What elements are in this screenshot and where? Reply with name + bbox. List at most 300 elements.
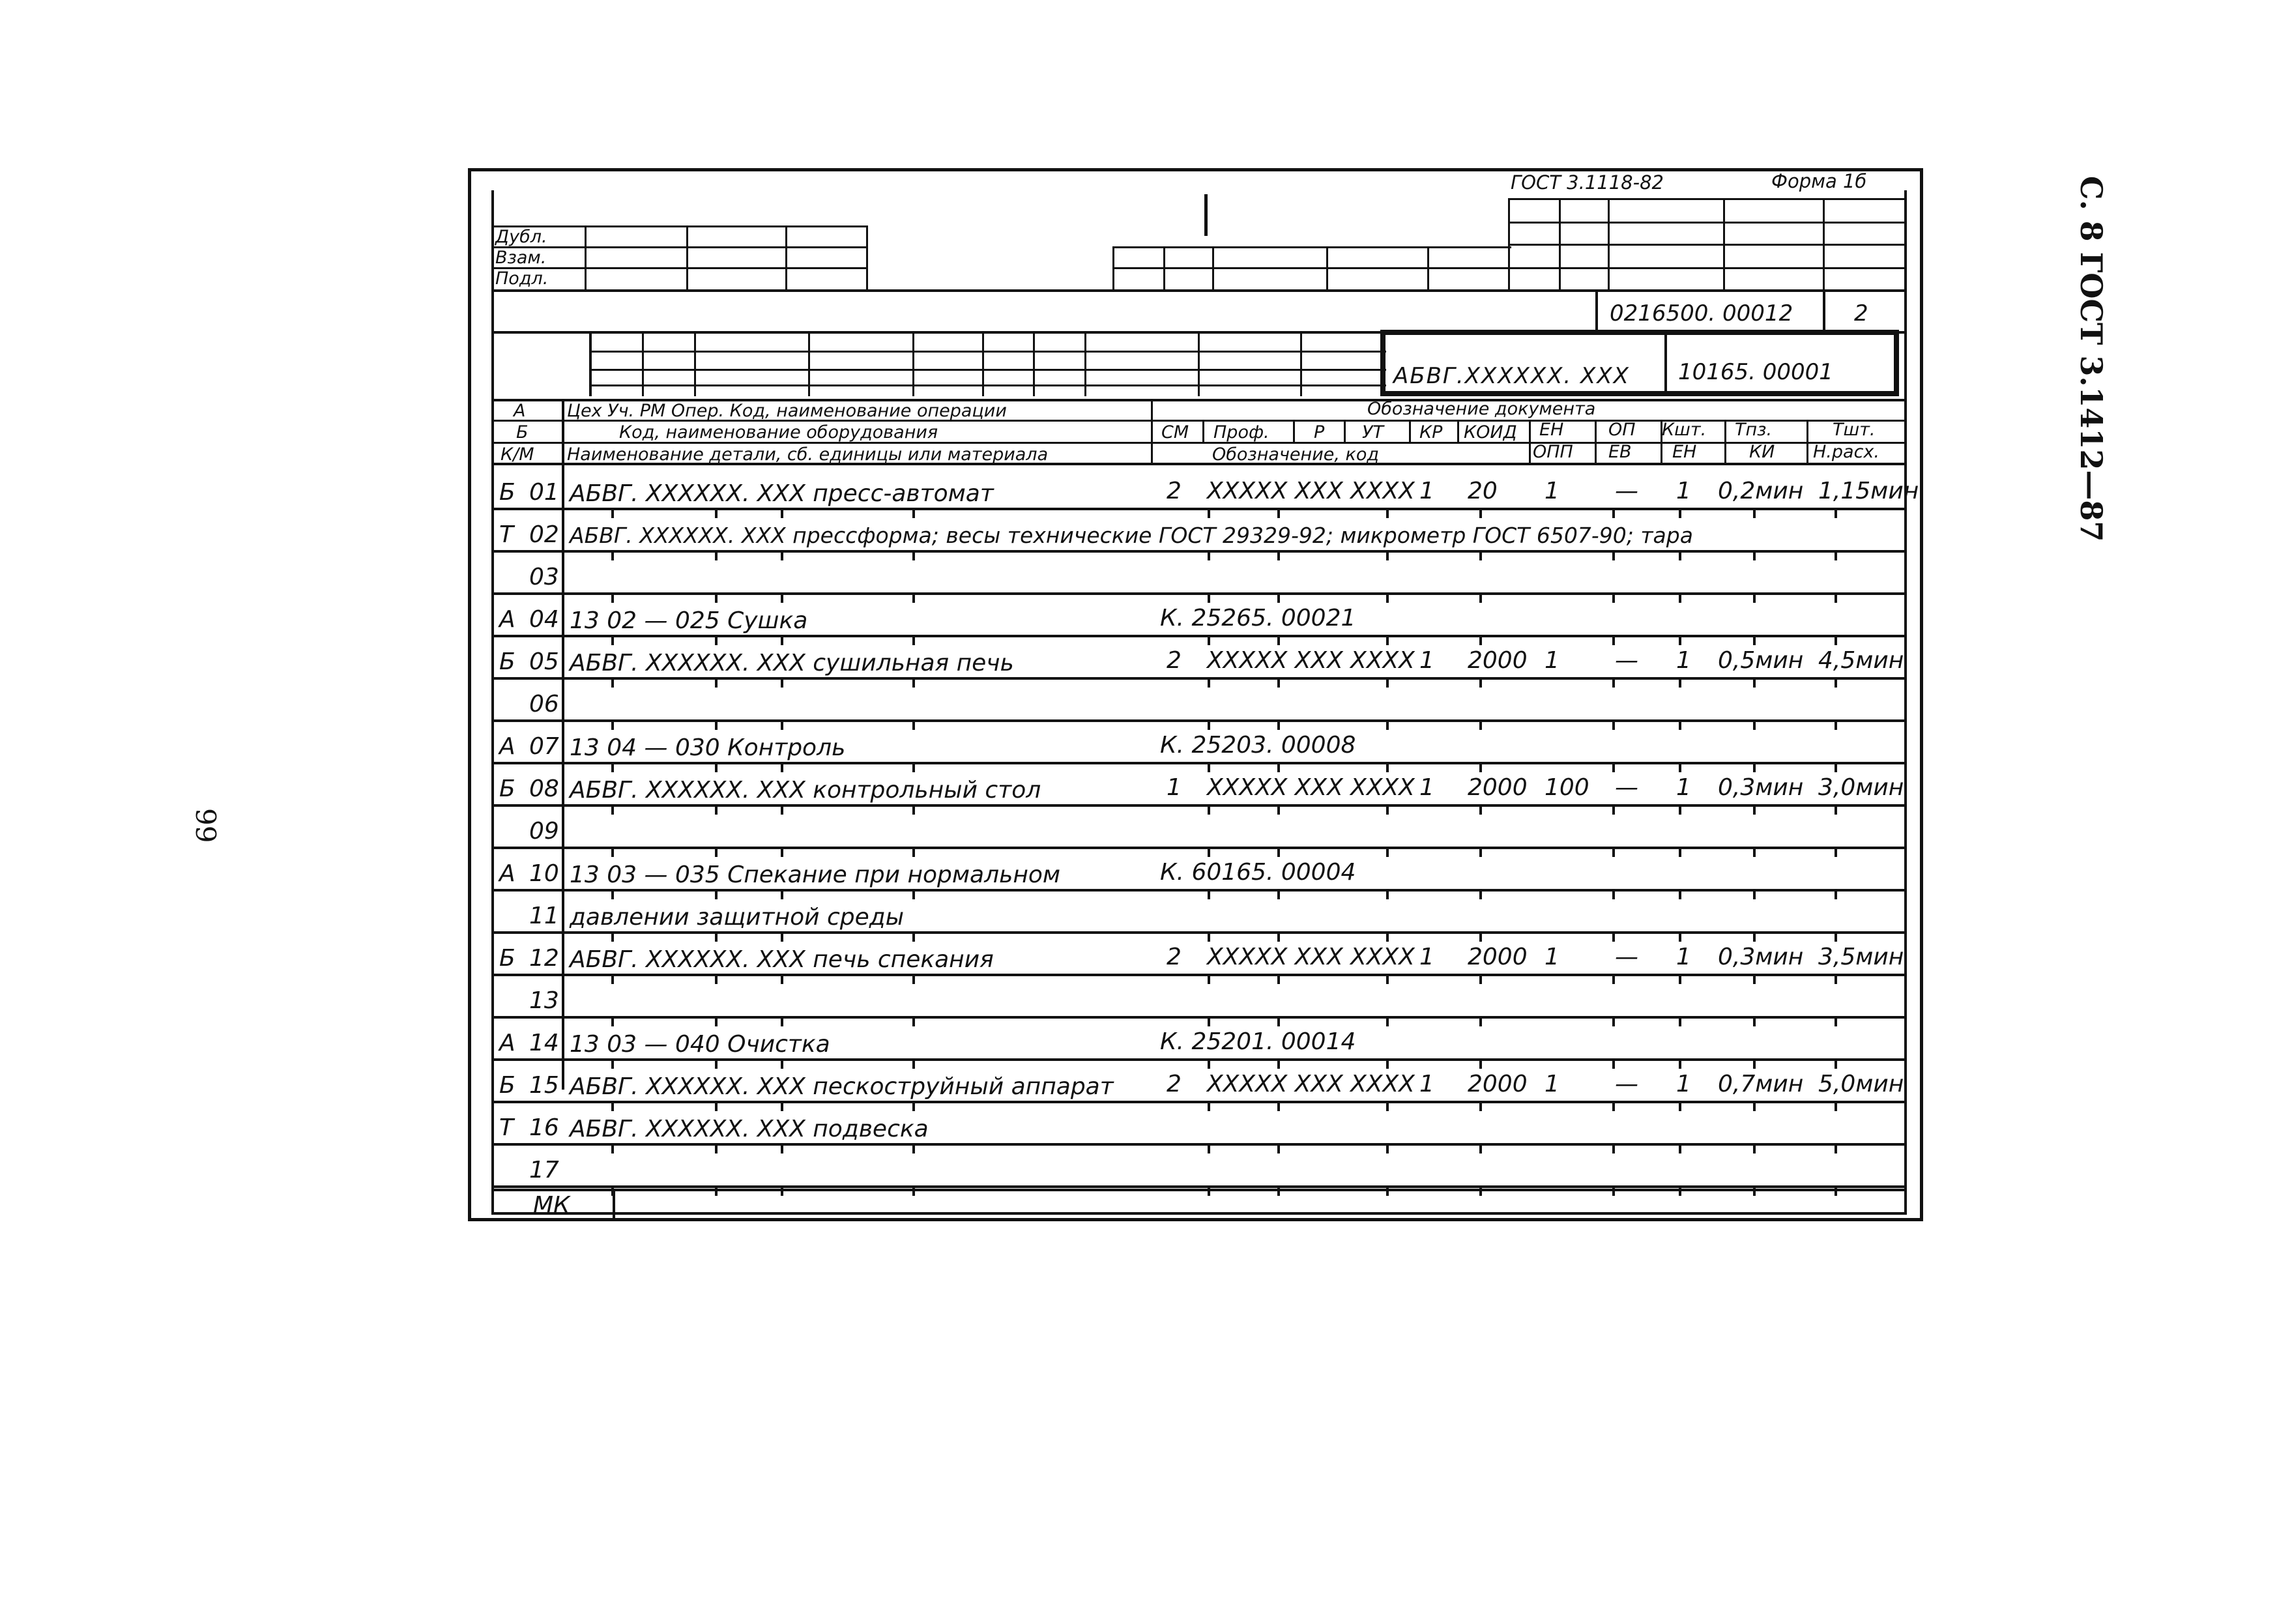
row-tick	[1208, 1017, 1210, 1026]
row-tick	[1753, 551, 1756, 560]
row-prof: XXXXX XXX XXXX	[1207, 1071, 1415, 1097]
row-tick	[1479, 1102, 1482, 1111]
row-rule	[491, 1058, 1907, 1061]
row-text: АБВГ. XXXXXX. XXX контрольный стол	[570, 777, 1041, 804]
row-text: АБВГ. XXXXXX. XXX пресс-автомат	[570, 480, 994, 507]
col-tpz: Тпз.	[1735, 420, 1773, 440]
row-text: 13 03 — 035 Спекание при нормальном	[570, 862, 1061, 888]
row-prof: XXXXX XXX XXXX	[1207, 774, 1415, 801]
row-tick	[1835, 678, 1837, 688]
row-koid: 2000	[1468, 944, 1528, 970]
row-kst: 1	[1676, 647, 1691, 674]
row-tick	[1386, 509, 1389, 518]
row-number: 12	[529, 945, 559, 972]
row-number: 04	[529, 606, 559, 633]
row-mark: Б	[499, 1072, 515, 1099]
row-number: 01	[529, 479, 559, 506]
row-tick	[1386, 933, 1389, 942]
row-rule	[491, 1101, 1907, 1103]
row-tick	[1835, 848, 1837, 857]
detail-code: 10165. 00001	[1678, 359, 1833, 385]
row-tick	[1612, 890, 1615, 899]
row-tick	[1208, 678, 1210, 688]
row-tick	[1277, 594, 1280, 603]
row-tick	[1753, 890, 1756, 899]
row-tick	[1753, 509, 1756, 518]
row-op: —	[1615, 647, 1638, 674]
row-tick	[1612, 1144, 1615, 1153]
row-op: —	[1615, 774, 1638, 801]
row-tick	[1753, 763, 1756, 772]
row-tick	[715, 721, 718, 730]
row-tick	[912, 509, 915, 518]
row-tsht: 5,0мин	[1818, 1071, 1904, 1097]
row-kst: 1	[1676, 774, 1691, 801]
row-text: АБВГ. XXXXXX. XXX сушильная печь	[570, 650, 1014, 676]
row-tick	[1208, 1144, 1210, 1153]
row-tick	[1208, 594, 1210, 603]
row-tick	[1277, 848, 1280, 857]
row-tick	[1679, 933, 1681, 942]
row-tick	[912, 933, 915, 942]
row-tsht: 3,5мин	[1818, 944, 1904, 970]
stamp-podl: Подл.	[495, 268, 549, 289]
row-number: 06	[529, 691, 559, 718]
row-tick	[1208, 636, 1210, 645]
row-tpz: 0,2мин	[1718, 478, 1804, 504]
row-tpz: 0,3мин	[1718, 774, 1804, 801]
row-tick	[1277, 805, 1280, 815]
row-tick	[1277, 551, 1280, 560]
row-tick	[1386, 1144, 1389, 1153]
row-tick	[912, 890, 915, 899]
row-en: 100	[1545, 774, 1589, 801]
col-kst: Кшт.	[1662, 420, 1707, 440]
row-tick	[1277, 1102, 1280, 1111]
fold-mark	[1204, 194, 1208, 236]
row-doc-code: К. 60165. 00004	[1160, 859, 1356, 886]
row-tick	[611, 1060, 614, 1069]
row-tick	[715, 509, 718, 518]
row-tick	[611, 721, 614, 730]
footer-label: МК	[533, 1192, 570, 1219]
row-op: —	[1615, 478, 1638, 504]
row-tick	[1835, 1102, 1837, 1111]
row-tsht: 1,15мин	[1818, 478, 1919, 504]
row-tick	[715, 933, 718, 942]
row-tick	[781, 1060, 783, 1069]
row-tick	[1835, 636, 1837, 645]
row-tick	[1208, 805, 1210, 815]
row-tick	[1277, 1017, 1280, 1026]
row-tick	[1479, 1017, 1482, 1026]
col-en: ЕН	[1539, 420, 1564, 440]
row-tick	[912, 1017, 915, 1026]
row-tick	[611, 848, 614, 857]
row-tick	[1386, 636, 1389, 645]
row-tick	[1386, 594, 1389, 603]
row-rule	[491, 592, 1907, 595]
row-tick	[1753, 1017, 1756, 1026]
row-koid: 2000	[1468, 647, 1528, 674]
row-tick	[781, 678, 783, 688]
row-tick	[611, 933, 614, 942]
row-tick	[1208, 890, 1210, 899]
row-tick	[1679, 1144, 1681, 1153]
row-tick	[1386, 551, 1389, 560]
row-number: 16	[529, 1114, 559, 1141]
row-r: 1	[1419, 774, 1434, 801]
col-km-text: Наименование детали, сб. единицы или материала	[567, 444, 1049, 465]
row-tick	[715, 805, 718, 815]
row-tick	[781, 551, 783, 560]
col-designation-code: Обозначение, код	[1212, 444, 1380, 465]
row-tick	[1386, 1017, 1389, 1026]
row-tick	[715, 678, 718, 688]
row-tick	[1679, 594, 1681, 603]
standard-label: ГОСТ 3.1118-82	[1511, 171, 1664, 194]
row-tick	[1753, 848, 1756, 857]
row-tick	[1277, 509, 1280, 518]
row-tick	[1479, 721, 1482, 730]
row-tick	[1479, 1144, 1482, 1153]
row-tick	[1679, 509, 1681, 518]
row-tick	[781, 509, 783, 518]
row-tick	[611, 636, 614, 645]
row-tick	[912, 551, 915, 560]
row-number: 17	[529, 1157, 559, 1183]
row-tick	[1208, 933, 1210, 942]
row-tick	[1277, 721, 1280, 730]
row-koid: 20	[1468, 478, 1498, 504]
col-ki: КИ	[1749, 442, 1775, 462]
row-tick	[715, 848, 718, 857]
row-tick	[1612, 1060, 1615, 1069]
row-tick	[1679, 636, 1681, 645]
row-tick	[1612, 509, 1615, 518]
row-tick	[912, 594, 915, 603]
row-rule	[491, 550, 1907, 553]
row-prof: XXXXX XXX XXXX	[1207, 944, 1415, 970]
row-tick	[715, 763, 718, 772]
row-tick	[611, 1102, 614, 1111]
col-a-text: Цех Уч. РМ Опер. Код, наименование операции	[567, 401, 1007, 421]
row-koid: 2000	[1468, 1071, 1528, 1097]
row-number: 07	[529, 733, 559, 760]
row-tick	[1479, 551, 1482, 560]
row-tpz: 0,5мин	[1718, 647, 1804, 674]
row-tick	[715, 975, 718, 984]
row-tick	[912, 678, 915, 688]
row-sm: 2	[1167, 944, 1182, 970]
row-mark: А	[499, 606, 515, 633]
row-number: 10	[529, 860, 559, 887]
row-tick	[1386, 975, 1389, 984]
row-tick	[1386, 805, 1389, 815]
row-tick	[611, 763, 614, 772]
row-tpz: 0,7мин	[1718, 1071, 1804, 1097]
row-tick	[611, 509, 614, 518]
row-tick	[1386, 678, 1389, 688]
col-sm: СМ	[1161, 422, 1189, 442]
row-mark: Т	[499, 1114, 514, 1141]
row-tick	[781, 848, 783, 857]
row-text: 13 04 — 030 Контроль	[570, 734, 846, 761]
row-tick	[781, 594, 783, 603]
row-tick	[781, 1144, 783, 1153]
col-en2: ЕН	[1672, 442, 1697, 462]
row-tick	[912, 636, 915, 645]
row-tick	[1386, 848, 1389, 857]
row-prof: XXXXX XXX XXXX	[1207, 478, 1415, 504]
row-tick	[1479, 848, 1482, 857]
row-text: давлении защитной среды	[570, 904, 905, 931]
col-nrasch: Н.расх.	[1813, 442, 1879, 462]
row-doc-code: К. 25265. 00021	[1160, 605, 1356, 631]
row-tick	[1479, 1060, 1482, 1069]
row-tick	[1612, 594, 1615, 603]
row-sm: 2	[1167, 478, 1182, 504]
row-tick	[1277, 890, 1280, 899]
row-tick	[611, 890, 614, 899]
row-tick	[1208, 551, 1210, 560]
row-text: 13 03 — 040 Очистка	[570, 1031, 830, 1058]
row-rule	[491, 762, 1907, 764]
row-tick	[1753, 805, 1756, 815]
row-tick	[611, 805, 614, 815]
row-tick	[1386, 1102, 1389, 1111]
row-tick	[781, 890, 783, 899]
row-r: 1	[1419, 478, 1434, 504]
row-op: —	[1615, 944, 1638, 970]
row-tick	[611, 1017, 614, 1026]
row-rule	[491, 508, 1907, 510]
row-koid: 2000	[1468, 774, 1528, 801]
col-b-mark: Б	[516, 422, 529, 442]
row-sm: 2	[1167, 647, 1182, 674]
row-rule	[491, 1185, 1907, 1188]
row-kst: 1	[1676, 478, 1691, 504]
col-op: ОП	[1608, 420, 1636, 440]
row-number: 08	[529, 776, 559, 802]
row-number: 09	[529, 818, 559, 845]
row-tick	[1679, 763, 1681, 772]
row-mark: Б	[499, 776, 515, 802]
row-tick	[912, 763, 915, 772]
row-tick	[1208, 1060, 1210, 1069]
row-tick	[1679, 805, 1681, 815]
row-tick	[715, 1102, 718, 1111]
row-tick	[781, 805, 783, 815]
row-text: 13 02 — 025 Сушка	[570, 607, 808, 634]
row-tick	[1835, 805, 1837, 815]
row-tick	[781, 933, 783, 942]
row-r: 1	[1419, 1071, 1434, 1097]
row-number: 15	[529, 1072, 559, 1099]
row-tick	[1835, 721, 1837, 730]
side-header: С. 8 ГОСТ 3.1412—87	[2074, 176, 2109, 542]
row-tick	[611, 678, 614, 688]
row-text: АБВГ. XXXXXX. XXX подвеска	[570, 1116, 929, 1142]
row-tick	[1679, 551, 1681, 560]
row-kst: 1	[1676, 1071, 1691, 1097]
row-tick	[781, 763, 783, 772]
row-number: 14	[529, 1030, 559, 1056]
row-tick	[912, 805, 915, 815]
row-tick	[1479, 594, 1482, 603]
row-tick	[1679, 1060, 1681, 1069]
row-tick	[611, 975, 614, 984]
row-tick	[1753, 594, 1756, 603]
row-tick	[1753, 975, 1756, 984]
row-tick	[1835, 509, 1837, 518]
row-tick	[1835, 551, 1837, 560]
row-tick	[715, 636, 718, 645]
row-tick	[1835, 1017, 1837, 1026]
row-tick	[1208, 848, 1210, 857]
col-koid: КОИД	[1464, 422, 1517, 442]
row-rule	[491, 847, 1907, 849]
col-r: Р	[1314, 422, 1325, 442]
page-number: 99	[190, 808, 222, 843]
row-tick	[1277, 1060, 1280, 1069]
row-tsht: 3,0мин	[1818, 774, 1904, 801]
row-tick	[1612, 721, 1615, 730]
row-tick	[1612, 763, 1615, 772]
row-tick	[1753, 721, 1756, 730]
row-en: 1	[1545, 478, 1559, 504]
row-tick	[1479, 890, 1482, 899]
row-rule	[491, 677, 1907, 680]
row-tick	[1386, 1060, 1389, 1069]
row-en: 1	[1545, 647, 1559, 674]
col-b-text: Код, наименование оборудования	[619, 422, 938, 442]
row-tick	[1753, 1060, 1756, 1069]
row-tick	[1479, 763, 1482, 772]
row-sm: 1	[1167, 774, 1182, 801]
sheet-number: 2	[1854, 300, 1868, 326]
row-mark: Б	[499, 648, 515, 675]
row-tick	[781, 1017, 783, 1026]
row-tick	[781, 636, 783, 645]
row-tick	[1753, 1102, 1756, 1111]
row-kst: 1	[1676, 944, 1691, 970]
col-km-mark: К/М	[500, 444, 534, 465]
row-tick	[1835, 933, 1837, 942]
row-tick	[1679, 848, 1681, 857]
row-tick	[1835, 975, 1837, 984]
row-tick	[1208, 1102, 1210, 1111]
row-rule	[491, 635, 1907, 637]
row-tick	[781, 1102, 783, 1111]
row-tpz: 0,3мин	[1718, 944, 1804, 970]
row-tick	[1479, 509, 1482, 518]
row-r: 1	[1419, 647, 1434, 674]
row-doc-code: К. 25203. 00008	[1160, 732, 1356, 759]
row-tick	[1479, 678, 1482, 688]
row-tick	[1612, 1017, 1615, 1026]
row-tick	[1277, 636, 1280, 645]
row-r: 1	[1419, 944, 1434, 970]
row-op: —	[1615, 1071, 1638, 1097]
row-tick	[1208, 509, 1210, 518]
stamp-vzam: Взам.	[495, 248, 547, 268]
row-tick	[1479, 975, 1482, 984]
row-en: 1	[1545, 1071, 1559, 1097]
row-tick	[1679, 721, 1681, 730]
row-tick	[715, 890, 718, 899]
col-opp: ОПП	[1533, 442, 1573, 462]
row-tick	[1679, 1102, 1681, 1111]
row-tick	[1612, 636, 1615, 645]
row-rule	[491, 931, 1907, 934]
row-tick	[1679, 975, 1681, 984]
col-prof: Проф.	[1213, 422, 1269, 442]
row-tsht: 4,5мин	[1818, 647, 1904, 674]
row-tick	[912, 1102, 915, 1111]
row-tick	[1277, 975, 1280, 984]
row-number: 11	[529, 903, 559, 929]
row-tick	[1479, 805, 1482, 815]
row-tick	[715, 1060, 718, 1069]
form-name-label: Форма 1б	[1771, 170, 1867, 192]
col-kr: КР	[1419, 422, 1443, 442]
row-tick	[611, 1144, 614, 1153]
row-tick	[715, 1144, 718, 1153]
row-rule	[491, 804, 1907, 807]
row-tick	[781, 975, 783, 984]
row-number: 03	[529, 564, 559, 590]
col-a-mark: А	[514, 401, 526, 421]
row-text: АБВГ. XXXXXX. XXX печь спекания	[570, 946, 994, 973]
row-tick	[1612, 975, 1615, 984]
row-tick	[1386, 763, 1389, 772]
row-tick	[1386, 890, 1389, 899]
row-prof: XXXXX XXX XXXX	[1207, 647, 1415, 674]
row-mark: Т	[499, 521, 514, 548]
row-tick	[611, 594, 614, 603]
row-tick	[1835, 1144, 1837, 1153]
row-tick	[1277, 678, 1280, 688]
row-en: 1	[1545, 944, 1559, 970]
row-tick	[1835, 890, 1837, 899]
row-rule	[491, 889, 1907, 892]
row-tick	[1277, 763, 1280, 772]
row-tick	[1679, 890, 1681, 899]
row-mark: А	[499, 1030, 515, 1056]
row-tick	[1612, 805, 1615, 815]
row-sm: 2	[1167, 1071, 1182, 1097]
row-tick	[1208, 763, 1210, 772]
row-rule	[491, 719, 1907, 722]
row-tick	[715, 1017, 718, 1026]
row-tick	[1612, 678, 1615, 688]
doc-code: 0216500. 00012	[1610, 300, 1793, 326]
row-tick	[912, 721, 915, 730]
detail-designation: АБВГ.XXXXXX. XXX	[1393, 363, 1630, 389]
row-mark: А	[499, 860, 515, 887]
row-tick	[1208, 975, 1210, 984]
col-doc-title: Обозначение документа	[1367, 399, 1596, 419]
row-tick	[1277, 1144, 1280, 1153]
row-tick	[1753, 933, 1756, 942]
row-tick	[1612, 1102, 1615, 1111]
row-tick	[912, 848, 915, 857]
row-number: 05	[529, 648, 559, 675]
row-tick	[611, 551, 614, 560]
col-ut: УТ	[1362, 422, 1384, 442]
row-tick	[715, 594, 718, 603]
